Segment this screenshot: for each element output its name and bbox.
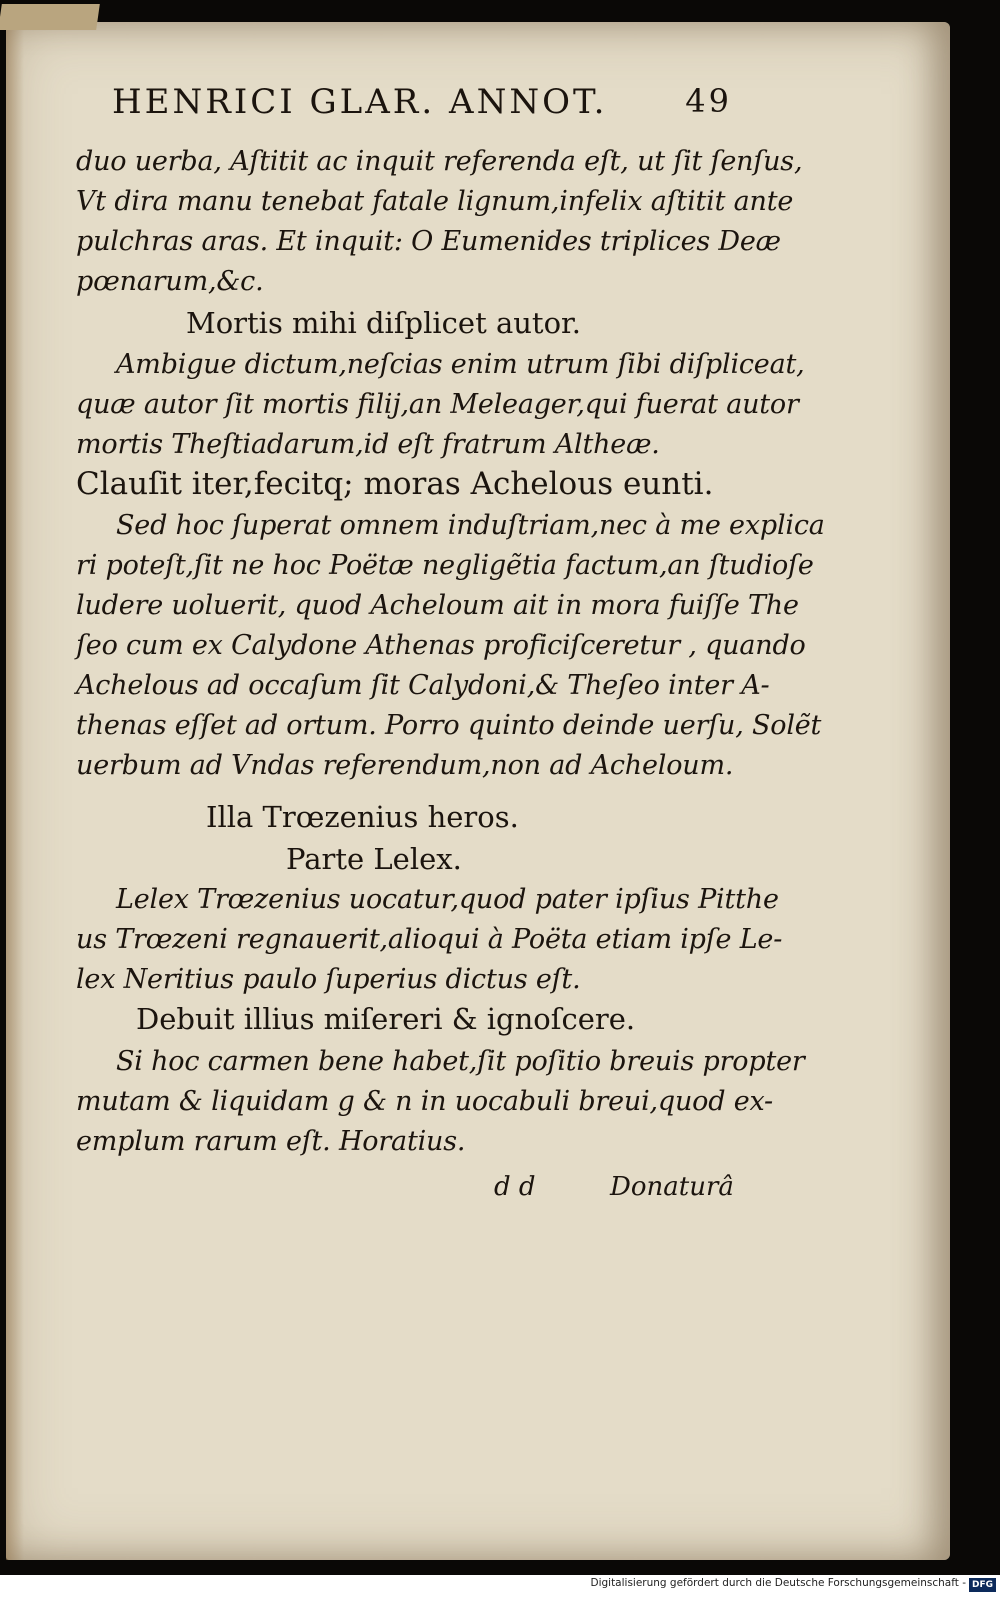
text-line: ludere uoluerit, quod Acheloum ait in mora fuiſſe The	[76, 590, 799, 621]
text-line: lex Neritius paulo ſuperius dictus eſt.	[76, 964, 581, 995]
signature-mark: d d	[494, 1172, 536, 1202]
dfg-logo: DFG	[969, 1578, 996, 1592]
text-line: Vt dira manu tenebat fatale lignum,infelix aſtitit ante	[76, 186, 794, 217]
text-line: duo uerba, Aſtitit ac inquit referenda eſt, ut ſit ſenſus,	[76, 146, 803, 177]
funding-credit: Digitalisierung gefördert durch die Deutsche Forschungsgemeinschaft -	[590, 1577, 966, 1589]
lemma-heading: Illa Trœzenius heros.	[206, 800, 519, 834]
digitization-footer	[0, 1575, 1000, 1597]
text-line: Si hoc carmen bene habet,ſit poſitio breuis propter	[116, 1046, 805, 1077]
text-line: uerbum ad Vndas referendum,non ad Acheloum.	[76, 750, 734, 781]
text-line: ſeo cum ex Calydone Athenas proficiſceretur , quando	[76, 630, 806, 661]
lemma-heading: Parte Lelex.	[286, 842, 462, 876]
text-line: Achelous ad occaſum ſit Calydoni,& Theſeo inter A-	[76, 670, 770, 701]
text-line: pulchras aras. Et inquit: O Eumenides triplices Deæ	[76, 226, 781, 257]
text-line: thenas eſſet ad ortum. Porro quinto deinde uerſu, Solẽt	[76, 710, 822, 741]
text-line: us Trœzeni regnauerit,alioqui à Poëta etiam ipſe Le-	[76, 924, 783, 955]
text-line: mutam & liquidam g & n in uocabuli breui,quod ex-	[76, 1086, 773, 1117]
text-line: Sed hoc ſuperat omnem induſtriam,nec à me explica	[116, 510, 825, 541]
lemma-heading: Mortis mihi diſplicet autor.	[186, 306, 581, 340]
lemma-heading: Debuit illius miſereri & ignoſcere.	[136, 1002, 636, 1036]
text-line: mortis Theſtiadarum,id eſt fratrum Altheæ.	[76, 429, 660, 460]
running-head-title: HENRICI GLAR. ANNOT.	[112, 82, 608, 122]
page-corner-tab	[0, 4, 100, 30]
running-head	[112, 82, 732, 122]
text-line: quæ autor ſit mortis filij,an Meleager,qui fuerat autor	[76, 389, 799, 420]
page-gutter-shadow	[6, 22, 24, 1560]
lemma-heading: Clauſit iter,fecitq; moras Achelous eunti.	[76, 466, 714, 502]
text-line: pœnarum,&c.	[76, 266, 264, 297]
text-line: Lelex Trœzenius uocatur,quod pater ipſius Pitthe	[116, 884, 779, 915]
page-number: 49	[685, 82, 732, 120]
text-line: emplum rarum eſt. Horatius.	[76, 1126, 466, 1157]
text-line: ri poteſt,ſit ne hoc Poëtæ negligẽtia factum,an ſtudioſe	[76, 550, 814, 581]
catchword: Donaturâ	[610, 1172, 734, 1202]
text-line: Ambigue dictum,neſcias enim utrum ſibi diſpliceat,	[116, 349, 805, 380]
